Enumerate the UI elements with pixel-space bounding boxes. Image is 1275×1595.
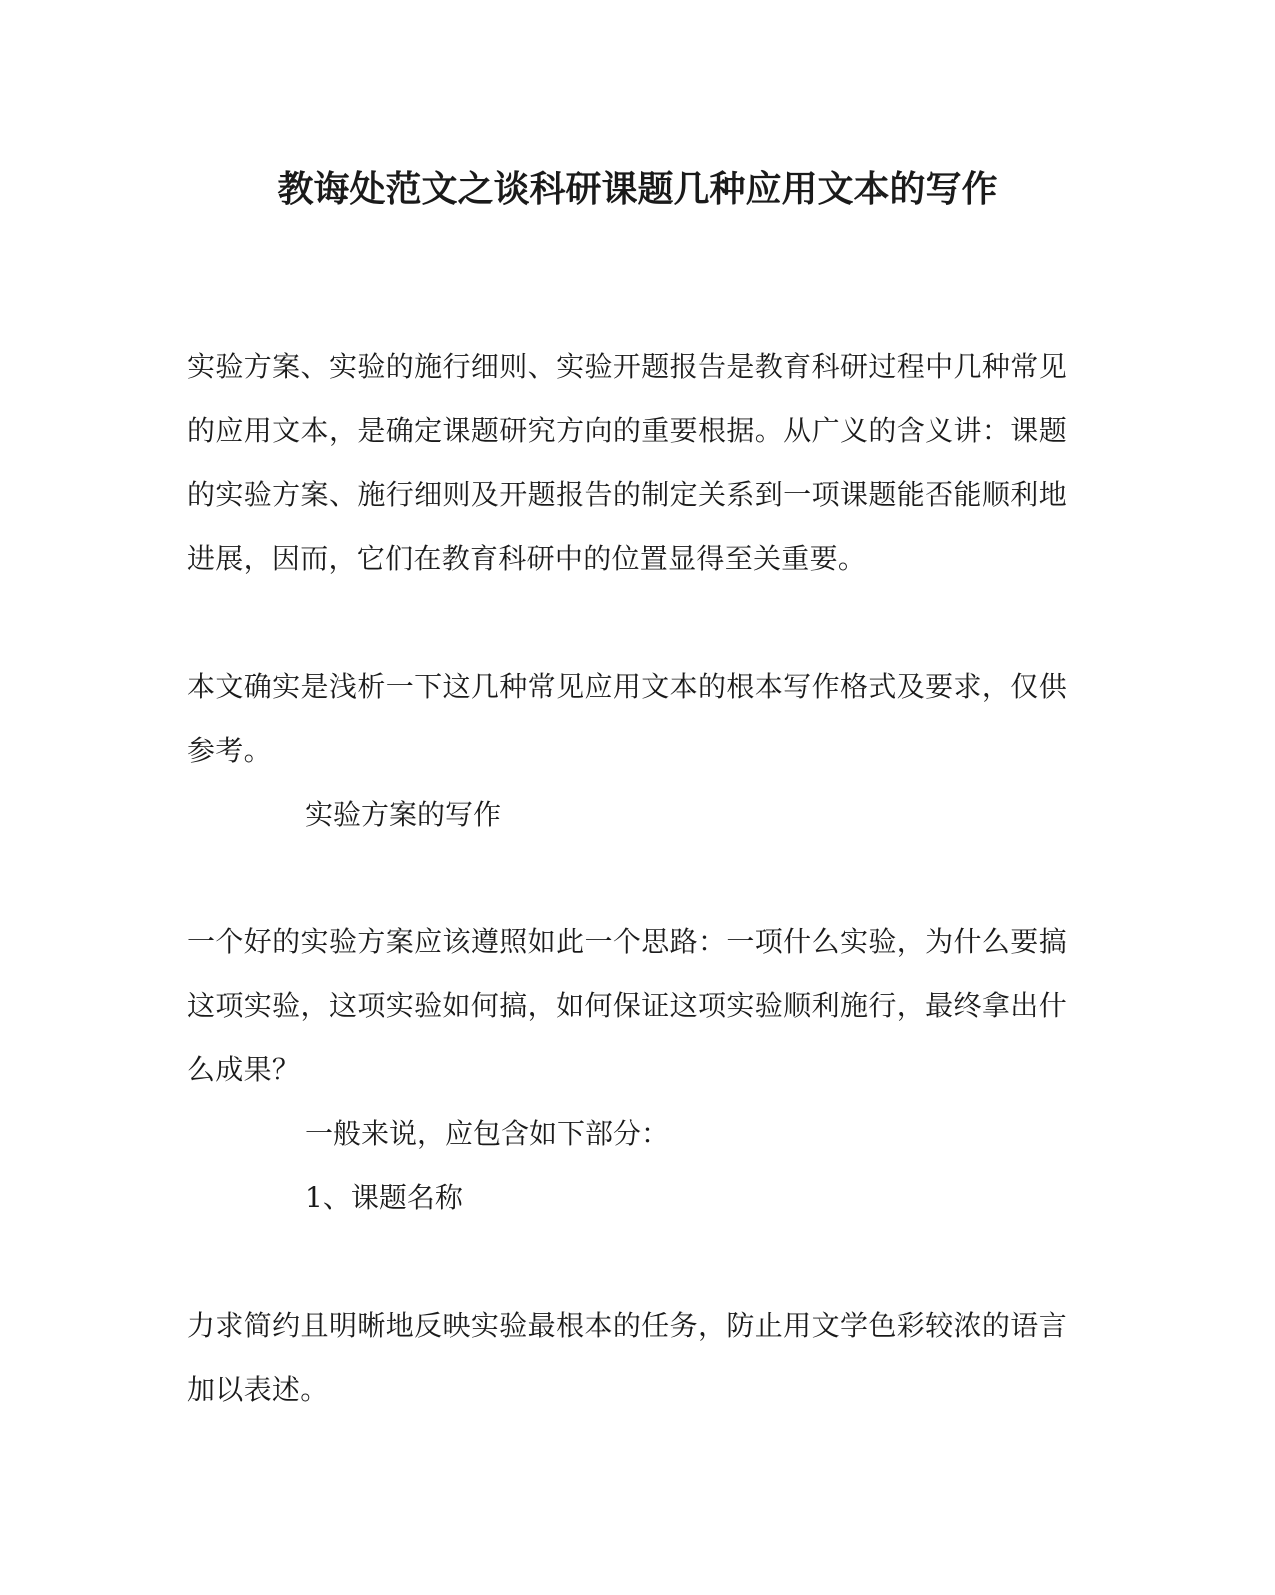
- paragraph-purpose: 本文确实是浅析一下这几种常见应用文本的根本写作格式及要求，仅供参考。: [187, 670, 1067, 767]
- paragraph-topic-name-desc: 力求简约且明晰地反映实验最根本的任务，防止用文学色彩较浓的语言加以表述。: [187, 1309, 1067, 1406]
- section-heading-plan: 实验方案的写作: [305, 798, 502, 831]
- list-item-topic-name: 1、课题名称: [305, 1181, 463, 1214]
- paragraph-parts-intro: 一般来说，应包含如下部分：: [305, 1117, 670, 1150]
- document-title: 教诲处范文之谈科研课题几种应用文本的写作: [277, 168, 998, 210]
- paragraph-intro: 实验方案、实验的施行细则、实验开题报告是教育科研过程中几种常见的应用文本，是确定课题研究方向的重要根据。从广义的含义讲：课题的实验方案、施行细则及开题报告的制定关系到一项课题能否能顺利地进展，因而，它们在教育科研中的位置显得至关重要。: [187, 350, 1067, 575]
- paragraph-plan-approach: 一个好的实验方案应该遵照如此一个思路：一项什么实验，为什么要搞这项实验，这项实验如何搞，如何保证这项实验顺利施行，最终拿出什么成果？: [187, 925, 1067, 1086]
